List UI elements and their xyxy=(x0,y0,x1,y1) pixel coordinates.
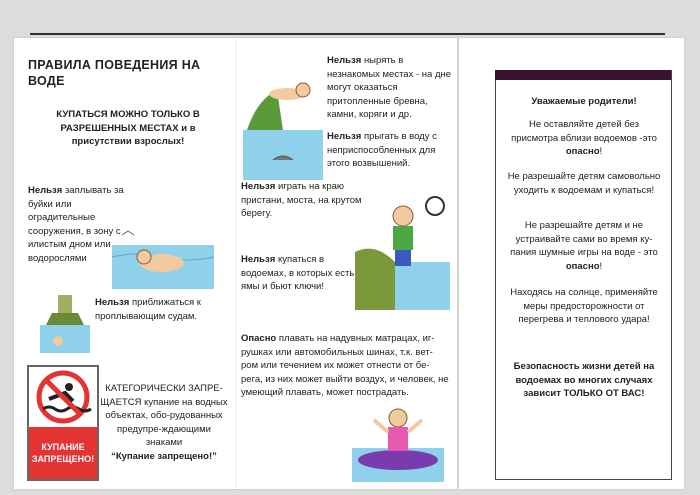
float-illustration xyxy=(352,402,444,482)
holes-rule: Нельзя купаться в водоемах, в которых есть ямы и бьют ключи! xyxy=(241,254,355,292)
parents-p3: Не разрешайте детям и не устраивайте сами во время ку-пания шумные игры на воде - это опасно! xyxy=(510,220,658,272)
sign-label: КУПАНИЕ ЗАПРЕЩЕНО! xyxy=(29,427,97,479)
ship-illustration xyxy=(40,285,90,353)
diving-illustration xyxy=(243,60,323,180)
top-rule xyxy=(30,33,665,35)
no-swimming-sign xyxy=(27,365,99,481)
play-rule: Нельзя играть на краю пристани, моста, на крутом берегу. xyxy=(241,181,362,219)
prohibited-rule: КАТЕГОРИЧЕСКИ ЗАПРЕ-ЩАЕТСЯ купание на водных объектах, обо-рудованных предупре-ждающими знаками “Купание запрещено!” xyxy=(100,383,228,462)
parents-box-bar xyxy=(495,70,671,80)
safety-final: Безопасность жизни детей на водоемах во многих случаях зависит ТОЛЬКО ОТ ВАС! xyxy=(513,361,655,399)
parents-p4: Находясь на солнце, применяйте меры предосторожности от перегрева и теплового удара! xyxy=(510,287,658,325)
swimmer-illustration xyxy=(112,217,214,289)
no-swimming-icon xyxy=(29,367,97,427)
ships-rule: Нельзя приближаться к проплывающим судам. xyxy=(95,297,201,322)
page-title: ПРАВИЛА ПОВЕДЕНИЯ НА ВОДЕ xyxy=(28,58,201,88)
parents-p1: Не оставляйте детей без присмотра вблизи водоемов -это опасно! xyxy=(511,119,657,157)
dive-rule: Нельзя нырять в незнакомых местах - на дне могут оказаться притопленные бревна, камни, коряги и др. xyxy=(327,55,452,120)
jump-rule: Нельзя прыгать в воду с неприспособленных для этого возвышений. xyxy=(327,131,437,169)
pier-illustration xyxy=(355,192,450,310)
parents-p2: Не разрешайте детям самовольно уходить к водоемам и купаться! xyxy=(507,171,661,196)
main-rule: КУПАТЬСЯ МОЖНО ТОЛЬКО В РАЗРЕШЕННЫХ МЕСТАХ и в присутствии взрослых! xyxy=(56,109,200,147)
parents-greeting: Уважаемые родители! xyxy=(531,96,637,107)
float-rule: Опасно плавать на надувных матрацах, иг-рушках или автомобильных шинах, т.к. вет-ром или течением их может отнести от бе-рега, из них может выйти воздух, и человек, не умеющий плавать, может пострадать. xyxy=(241,333,449,398)
buoys-rule: Нельзя заплывать за буйки или оградительные сооружения, в зону с илистым дном или водорослями xyxy=(28,185,124,264)
